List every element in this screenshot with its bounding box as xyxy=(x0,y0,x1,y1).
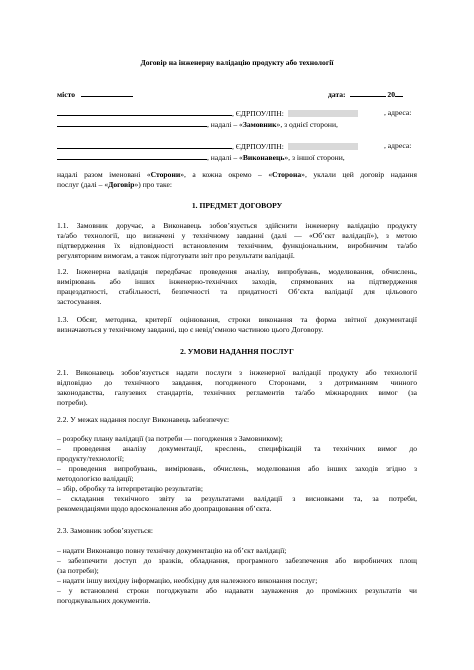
party2-role-pre: , надалі – « xyxy=(207,153,243,162)
document-title: Договір на інженерну валідацію продукту або технології xyxy=(140,58,334,67)
paragraph-line: 1.2. Інженерна валідація передбачає проведення аналізу, випробувань, моделювання, обчислень, xyxy=(57,267,417,276)
paragraph-line: 2.1. Виконавець зобов’язується надати послуги з інженерної валідації продукту або технології xyxy=(57,368,417,377)
party2-address-label: , адреса: xyxy=(384,141,412,150)
party2-line1 xyxy=(57,141,417,151)
city-blank[interactable] xyxy=(81,89,133,97)
intro-text: послуг (далі – « xyxy=(57,180,109,189)
intro-line2 xyxy=(57,180,417,189)
paragraph-line: 1.3. Обсяг, методика, критерії оцінювання, строки виконання та форма звітної документації xyxy=(57,315,417,324)
list-item: методологією валідації; xyxy=(57,474,134,483)
paragraph-line: вимірювань або інших інженерно-технічних заходів, спрямованих на підтвердження xyxy=(57,277,417,286)
section1-heading: 1. ПРЕДМЕТ ДОГОВОРУ xyxy=(191,201,283,210)
city-label: місто xyxy=(57,90,76,99)
party2-name-blank[interactable] xyxy=(57,141,232,149)
list-item: – забезпечити доступ до зразків, обладнання, програмного забезпечення або виробничих площ xyxy=(57,556,417,565)
section2-heading: 2. УМОВИ НАДАННЯ ПОСЛУГ xyxy=(180,347,294,356)
intro-text: ») про таке: xyxy=(134,180,173,189)
list-item: – розробку плану валідації (за потреби — погодження з Замовником); xyxy=(57,434,283,443)
party1-address-blank[interactable] xyxy=(57,119,207,127)
list-item: – надати Виконавцю повну технічну документацію на об’єкт валідації; xyxy=(57,546,287,555)
list-item: – у встановлені строки погоджувати або надавати зауваження до проміжних результатів чи xyxy=(57,586,417,595)
paragraph-line: та/або технології, що визначені у технічному завданні (далі — «Об’єкт валідації»), з метою xyxy=(57,231,417,240)
party1-role-pre: , надалі – « xyxy=(207,120,243,129)
paragraph-line: 1.1. Замовник доручає, а Виконавець зобов’язується здійснити інженерну валідацію продукту xyxy=(57,221,417,230)
date-label: дата: xyxy=(328,90,346,99)
party2-role-post: », з іншої сторони, xyxy=(284,153,345,162)
list-item: погоджувальних документів. xyxy=(57,596,151,605)
intro-text: надалі разом іменовані « xyxy=(57,170,151,179)
party1-edrpou-label: , ЄДРПОУ/ІПН: xyxy=(232,109,284,118)
list-item: – проведення аналізу документації, креслень, специфікацій та технічних вимог до xyxy=(57,444,417,453)
paragraph-line: потреби). xyxy=(57,398,88,407)
paragraph-line: відповідно до технічного завдання, погодженого Сторонами, з дотриманням чинного xyxy=(57,378,417,387)
city-date-line xyxy=(57,89,417,99)
list-item: – надати іншу вихідну інформацію, необхідну для належного виконання послуг; xyxy=(57,576,318,585)
party1-address-label: , адреса: xyxy=(384,108,412,117)
list-item: рекомендаціями щодо вдосконалення або доопрацювання об’єкта. xyxy=(57,504,272,513)
intro-bold-contract: Договір xyxy=(108,180,135,189)
intro-bold-parties: Сторони xyxy=(150,170,181,179)
party1-role-post: », з однієї сторони, xyxy=(276,120,338,129)
paragraph-heading: 2.2. У межах надання послуг Виконавець забезпечує: xyxy=(57,415,230,424)
list-item: – збір, обробку та інтерпретацію результатів; xyxy=(57,484,203,493)
date-year: 20 xyxy=(387,90,395,99)
list-item: продукту/технології; xyxy=(57,454,124,463)
intro-text: », а кожна окремо – « xyxy=(180,170,273,179)
party1-name-blank[interactable] xyxy=(57,108,232,116)
paragraph-line: визначаються у технічному завданні, що є невід’ємною частиною цього Договору. xyxy=(57,325,324,334)
list-item: (за потреби); xyxy=(57,566,99,575)
intro-bold-party: Сторона xyxy=(272,170,302,179)
paragraph-line: законодавства, галузевих стандартів, технічних регламентів та/або міжнародних вимог (за xyxy=(57,388,417,397)
party1-edrpou-field[interactable] xyxy=(288,110,358,117)
party1-line1 xyxy=(57,108,417,118)
paragraph-line: регуляторним вимогам, а також підготувати звіт про результати валідації. xyxy=(57,251,295,260)
date-group xyxy=(328,89,403,99)
party1-role: Замовник xyxy=(242,120,277,129)
party2-edrpou-label: , ЄДРПОУ/ІПН: xyxy=(232,142,284,151)
year-blank[interactable] xyxy=(395,89,403,97)
paragraph-line: працездатності, стабільності, безпечності та придатності Об’єкта валідації для цільового xyxy=(57,287,417,296)
intro-text: », уклали цей договір надання xyxy=(301,170,417,179)
party2-edrpou-field[interactable] xyxy=(288,143,358,150)
paragraph-line: застосування. xyxy=(57,297,102,306)
list-item: – складання технічного звіту за результатами валідації з висновками та, за потреби, xyxy=(57,494,417,503)
party2-address-blank[interactable] xyxy=(57,152,207,160)
intro-line1 xyxy=(57,170,417,179)
party2-line2 xyxy=(57,152,417,162)
paragraph-line: підтвердження їх відповідності встановленим технічним, функціональним, виробничим та/або xyxy=(57,241,417,250)
paragraph-heading: 2.3. Замовник зобов’язується: xyxy=(57,526,154,535)
party2-role: Виконавець xyxy=(242,153,285,162)
list-item: – проведення випробувань, вимірювань, обчислень, моделювання або інших заходів згідно з xyxy=(57,464,417,473)
party1-line2 xyxy=(57,119,417,129)
date-blank[interactable] xyxy=(350,89,386,97)
